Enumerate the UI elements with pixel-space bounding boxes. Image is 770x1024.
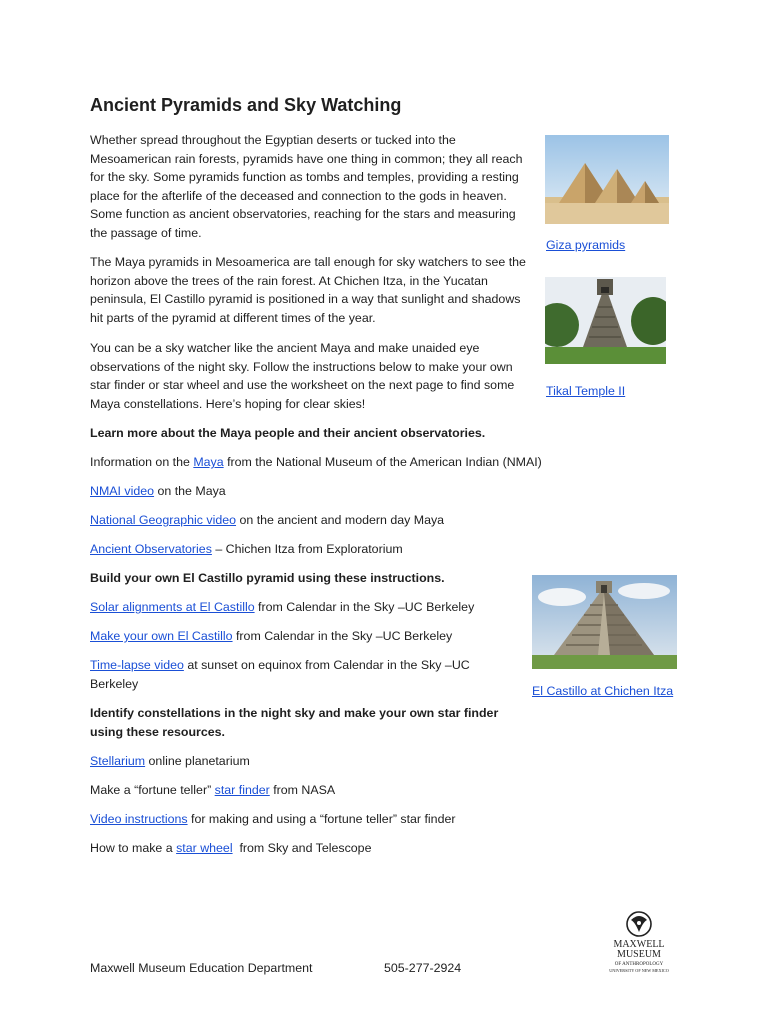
item-text: How to make a	[90, 841, 177, 855]
item-text: from the National Museum of the American Indian (NMAI)	[223, 455, 542, 469]
logo-line-2: MUSEUM	[617, 949, 661, 960]
logo-line-4: UNIVERSITY OF NEW MEXICO	[609, 968, 669, 973]
item-text: from Calendar in the Sky –UC Berkeley	[254, 600, 475, 614]
item-text: from NASA	[269, 783, 336, 797]
item-text: from Sky and Telescope	[232, 841, 372, 855]
nmai-video-link[interactable]: NMAI video	[90, 484, 155, 498]
item-text: on the ancient and modern day Maya	[236, 513, 445, 527]
list-item	[90, 656, 530, 675]
item-text: online planetarium	[145, 754, 250, 768]
maya-link[interactable]: Maya	[193, 455, 224, 469]
intro-paragraph-1: Whether spread throughout the Egyptian deserts or tucked into the Mesoamerican rain forests, pyramids have one thing in common; they all reach for the sky. Some pyramids function as tombs and temples, providing a resting place for the afterlife of the deceased and connection to the gods in heaven. Some function as ancient observatories, reaching for the stars and measuring the passage of time.	[90, 133, 523, 240]
list-item	[90, 453, 542, 472]
el-castillo-caption-link[interactable]: El Castillo at Chichen Itza	[532, 684, 674, 698]
list-item	[90, 627, 530, 646]
list-item	[90, 482, 530, 501]
stellarium-link[interactable]: Stellarium	[90, 754, 146, 768]
item-text: from Calendar in the Sky –UC Berkeley	[232, 629, 453, 643]
item-text: Information on the	[90, 455, 194, 469]
item-text: – Chichen Itza from Exploratorium	[211, 542, 403, 556]
list-item	[90, 781, 530, 800]
list-item	[90, 810, 530, 829]
section-heading-constellations: Identify constellations in the night sky and make your own star finder	[90, 706, 499, 720]
intro-paragraph-3: You can be a sky watcher like the ancient Maya and make unaided eye observations of the night sky. Follow the instructions below to make your own star finder or star wheel and use the worksheet on the next page to find some Maya constellations. Here’s hoping for clear skies!	[90, 341, 515, 411]
section-heading-constellations-line2: using these resources.	[90, 725, 225, 739]
footer-department: Maxwell Museum Education Department	[90, 961, 313, 975]
item-text: on the Maya	[154, 484, 226, 498]
el-castillo-image	[532, 575, 677, 669]
tikal-temple-image	[545, 277, 666, 364]
time-lapse-video-link[interactable]: Time-lapse video	[90, 658, 184, 672]
item-text: for making and using a “fortune teller” star finder	[187, 812, 456, 826]
logo-line-1: MAXWELL	[613, 939, 665, 950]
make-your-own-el-castillo-link[interactable]: Make your own El Castillo	[90, 629, 233, 643]
video-instructions-link[interactable]: Video instructions	[90, 812, 188, 826]
list-item	[90, 598, 530, 617]
page-title: Ancient Pyramids and Sky Watching	[90, 95, 402, 115]
solar-alignments-link[interactable]: Solar alignments at El Castillo	[90, 600, 255, 614]
tikal-temple-caption-link[interactable]: Tikal Temple II	[546, 384, 626, 398]
star-finder-link[interactable]: star finder	[214, 783, 270, 797]
star-wheel-link[interactable]: star wheel	[176, 841, 233, 855]
national-geographic-video-link[interactable]: National Geographic video	[90, 513, 237, 527]
list-item	[90, 540, 530, 559]
list-item	[90, 839, 530, 858]
section-heading-build-pyramid: Build your own El Castillo pyramid using these instructions.	[90, 571, 445, 585]
footer-phone: 505-277-2924	[384, 961, 462, 975]
ancient-observatories-link[interactable]: Ancient Observatories	[90, 542, 212, 556]
item-text: at sunset on equinox from Calendar in the Sky –UC	[183, 658, 470, 672]
section-heading-maya-people: Learn more about the Maya people and their ancient observatories.	[90, 426, 486, 440]
list-item-continuation: Berkeley	[90, 677, 139, 691]
list-item	[90, 511, 530, 530]
giza-pyramids-caption-link[interactable]: Giza pyramids	[546, 238, 626, 252]
maxwell-museum-logo	[602, 910, 676, 978]
list-item	[90, 752, 530, 771]
item-text: Make a “fortune teller”	[90, 783, 215, 797]
logo-line-3: OF ANTHROPOLOGY	[614, 962, 664, 967]
giza-pyramids-image	[545, 135, 669, 224]
intro-paragraph-2: The Maya pyramids in Mesoamerica are tall enough for sky watchers to see the horizon above the trees of the rain forest. At Chichen Itza, in the Yucatan peninsula, El Castillo pyramid is positioned in a way that sunlight and shadows hit parts of the pyramid at different times of the year.	[90, 255, 526, 325]
